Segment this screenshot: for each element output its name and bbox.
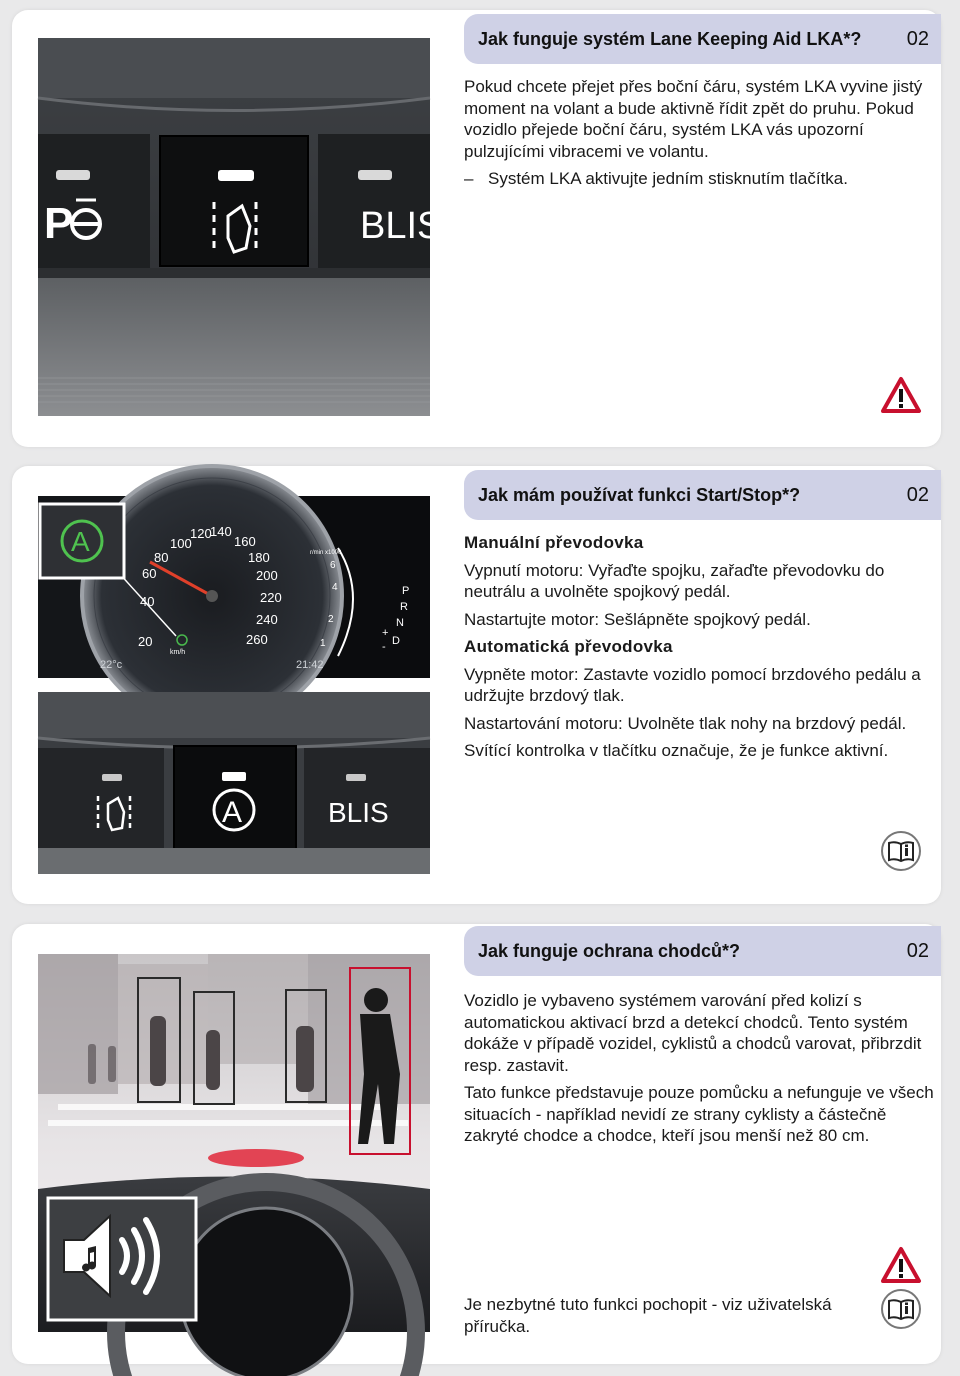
svg-text:D: D [392, 635, 400, 647]
section-title: Jak funguje systém Lane Keeping Aid LKA*? [478, 29, 862, 49]
svg-text:A: A [71, 526, 90, 557]
svg-text:40: 40 [140, 594, 155, 609]
svg-text:6: 6 [330, 560, 336, 571]
section-title: Jak funguje ochrana chodců*? [478, 941, 741, 961]
card-start-stop [12, 466, 941, 904]
svg-text:200: 200 [256, 568, 278, 583]
svg-text:180: 180 [248, 550, 270, 565]
svg-text:BLIS: BLIS [360, 205, 443, 247]
start-stop-button-photo [38, 692, 430, 874]
card-lka [12, 10, 941, 447]
bullet-dash: – [464, 169, 474, 188]
svg-text:22°c: 22°c [100, 659, 123, 671]
svg-text:160: 160 [234, 534, 256, 549]
lka-bullet [464, 168, 934, 190]
svg-text:P: P [44, 199, 74, 248]
indicator-note: Svítící kontrolka v tlačítku označuje, že je funkce aktivní. [464, 741, 889, 760]
svg-text:2: 2 [328, 614, 334, 625]
pedestrian-paragraph: Tato funkce představuje pouze pomůcku a nefunguje ve všech situacích - například nevidí ze strany cyklisty a částečně zakryté chodce a chodce, kteří jsou menší než 80 cm. [464, 1083, 934, 1145]
svg-text:220: 220 [260, 590, 282, 605]
instrument-cluster-photo [38, 496, 430, 678]
svg-text:20: 20 [138, 634, 153, 649]
svg-text:r/min x1000: r/min x1000 [310, 550, 342, 556]
card-pedestrian [12, 924, 941, 1364]
manual-heading: Manuální převodovka [464, 533, 644, 552]
warning-triangle-icon [880, 376, 922, 414]
svg-text:120: 120 [190, 526, 212, 541]
speaker-sound-icon [58, 1206, 182, 1306]
svg-text:km/h: km/h [170, 649, 186, 656]
svg-text:4: 4 [332, 582, 338, 593]
manual-book-icon [880, 830, 922, 872]
start-stop-body [464, 532, 934, 768]
svg-text:-: - [382, 641, 386, 653]
pedestrian-footer [464, 1294, 884, 1343]
svg-text:80: 80 [154, 550, 169, 565]
manual-start: Nastartujte motor: Sešlápněte spojkový pedál. [464, 609, 811, 629]
section-number: 02 [906, 28, 929, 50]
svg-text:60: 60 [142, 566, 157, 581]
auto-start: Nastartování motoru: Uvolněte tlak nohy na brzdový pedál. [464, 713, 907, 733]
svg-text:1: 1 [320, 638, 326, 649]
pedestrian-body [464, 990, 934, 1153]
lka-body [464, 76, 934, 196]
lka-paragraph: Pokud chcete přejet přes boční čáru, systém LKA vyvine jistý moment na volant a bude aktivně řídit zpět do pruhu. Pokud vozidlo přejede boční čáru, systém LKA vás upozorní pulzujícími vibracemi ve volantu. [464, 77, 923, 161]
section-header [464, 14, 941, 64]
section-title: Jak mám používat funkci Start/Stop*? [478, 485, 801, 505]
bullet-text: Systém LKA aktivujte jedním stisknutím tlačítka. [488, 169, 848, 188]
svg-text:260: 260 [246, 632, 268, 647]
svg-text:P: P [402, 585, 410, 597]
manual-book-icon [880, 1288, 922, 1330]
svg-text:R: R [400, 601, 408, 613]
auto-heading: Automatická převodovka [464, 637, 673, 656]
svg-text:N: N [396, 617, 404, 629]
manual-stop: Vypnutí motoru: Vyřaďte spojku, zařaďte převodovku do neutrálu a uvolněte spojkový pedál. [464, 560, 885, 601]
pedestrian-paragraph: Vozidlo je vybaveno systémem varování před kolizí s automatickou aktivací brzd a detekcí chodců. Tento systém dokáže v případě vozidel, cyklistů a chodců varovat, přibrzdit resp. zastavit. [464, 991, 922, 1075]
svg-text:A: A [222, 796, 243, 829]
section-header [464, 926, 941, 976]
svg-text:+: + [382, 627, 389, 639]
auto-stop: Vypněte motor: Zastavte vozidlo pomocí brzdového pedálu a udržujte brzdový tlak. [464, 664, 921, 705]
section-number: 02 [906, 484, 929, 506]
svg-text:100: 100 [170, 536, 192, 551]
section-number: 02 [906, 940, 929, 962]
footer-note: Je nezbytné tuto funkci pochopit - viz uživatelská příručka. [464, 1295, 832, 1336]
lka-button-photo [38, 38, 443, 416]
warning-triangle-icon [880, 1246, 922, 1284]
svg-text:240: 240 [256, 612, 278, 627]
svg-text:21:42: 21:42 [296, 659, 324, 671]
section-header [464, 470, 941, 520]
svg-text:140: 140 [210, 524, 232, 539]
svg-text:BLIS: BLIS [328, 797, 389, 828]
